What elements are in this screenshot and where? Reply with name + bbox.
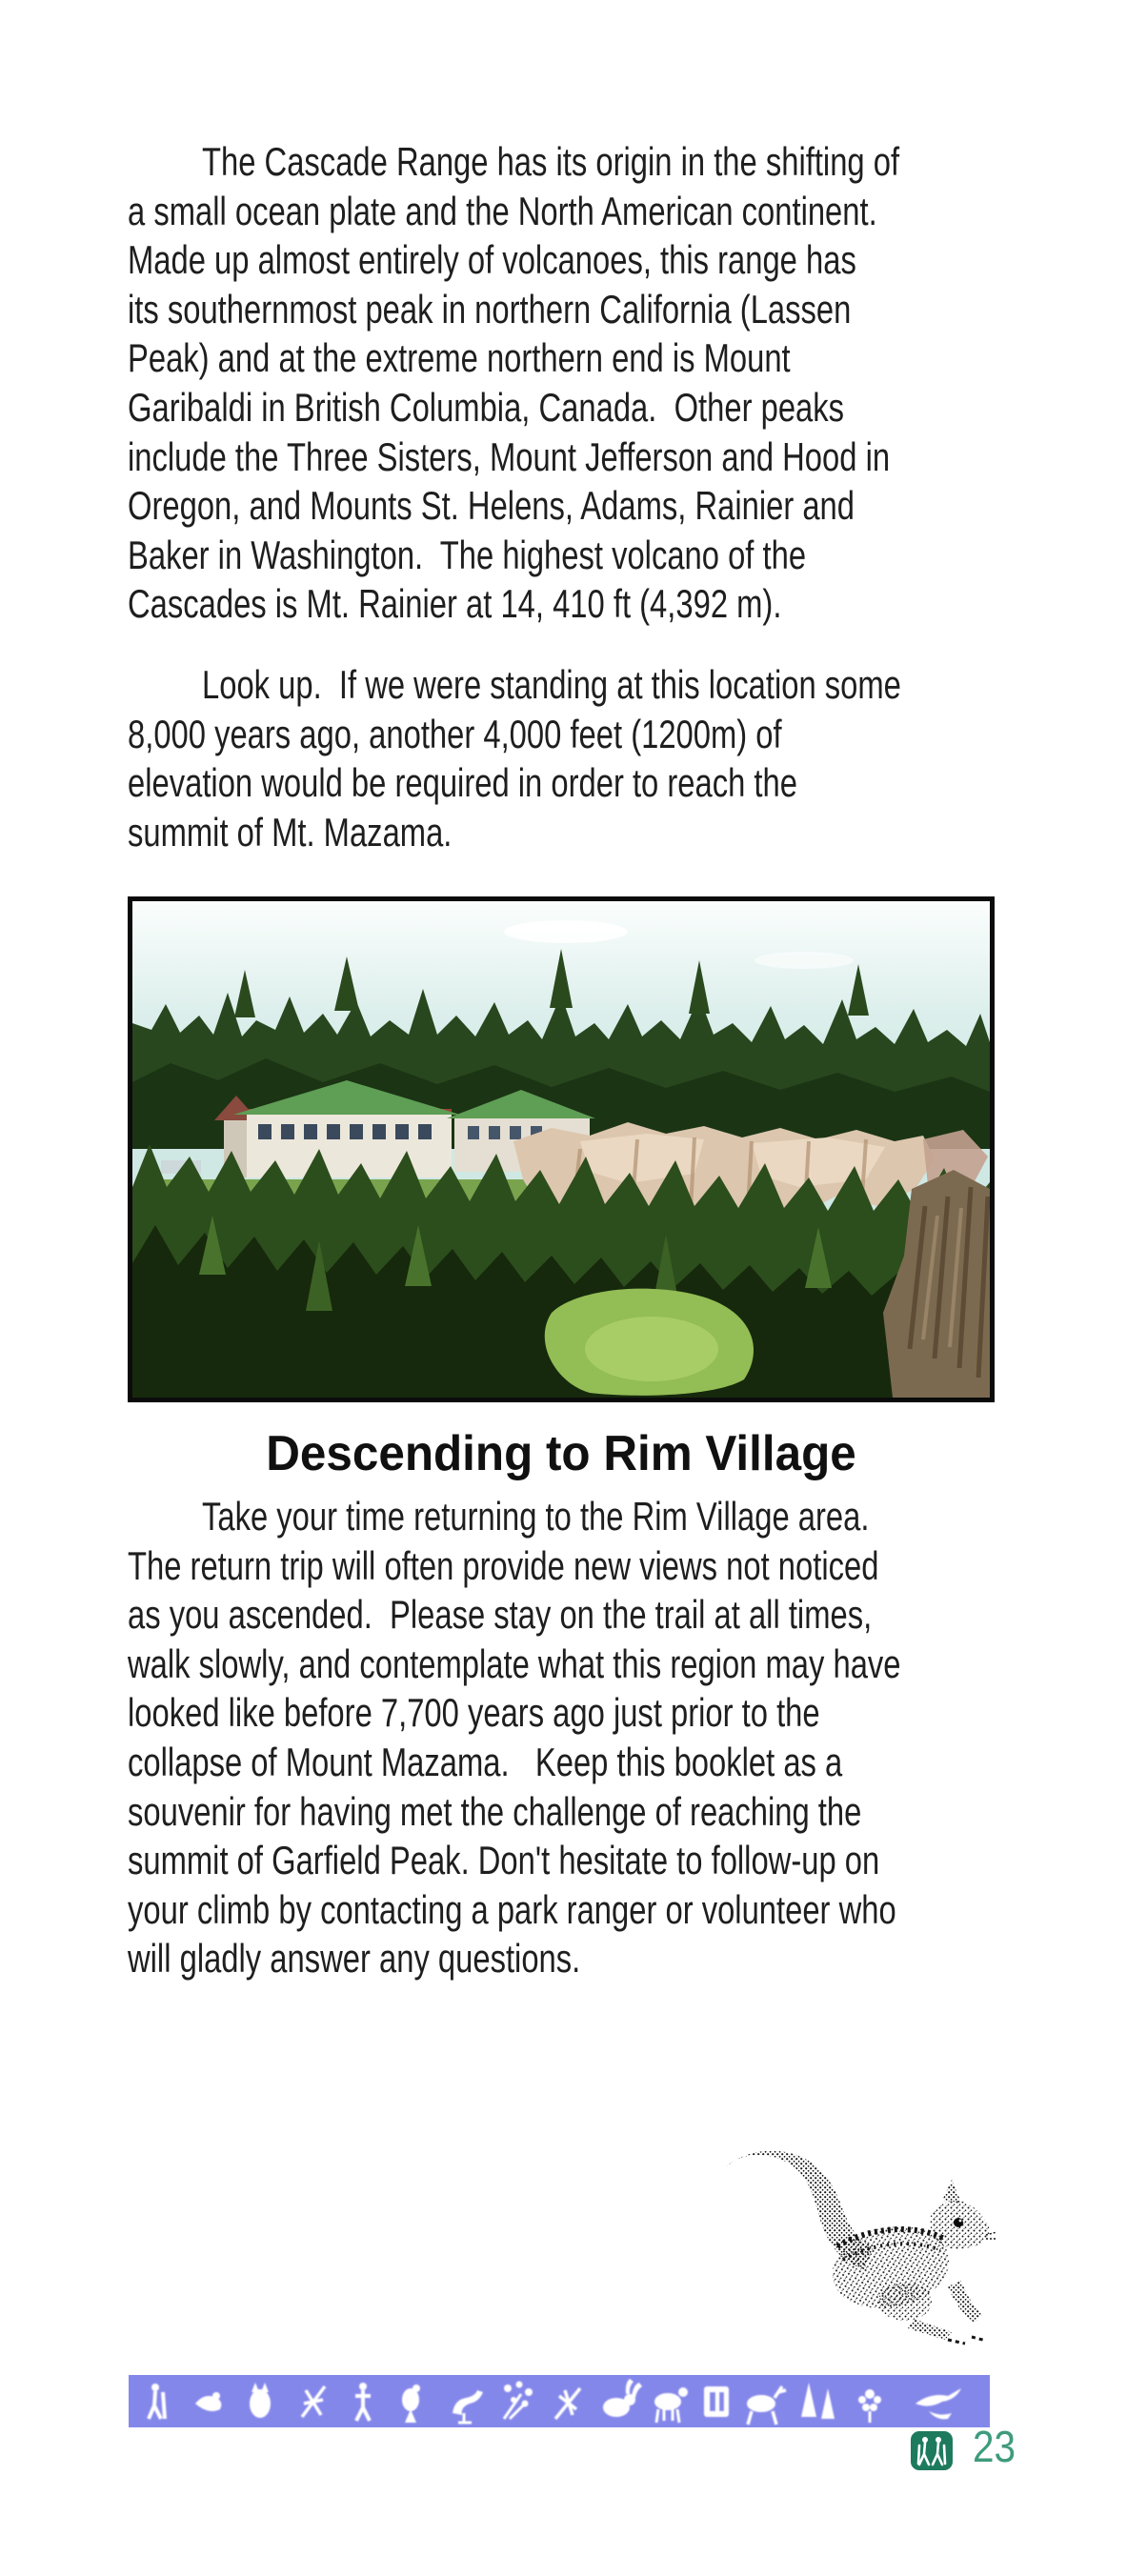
chipmunk-eye [954,2218,963,2227]
chipmunk-hind-leg [878,2283,932,2321]
pictogram-heron [453,2390,483,2423]
chipmunk-illustration [710,2143,996,2348]
text-line: Garibaldi in British Columbia, Canada. Other peaks [128,384,845,430]
hikers-icon [911,2431,953,2470]
pictogram-flower-spray [504,2382,533,2420]
pictogram-elk [747,2386,786,2425]
wildlife-pictogram-banner [129,2375,990,2427]
wildlife-pictograms [129,2375,990,2427]
text-line: Cascades is Mt. Rainier at 14, 410 ft (4,392 m). [128,581,782,627]
text-line: will gladly answer any questions. [128,1936,581,1982]
text-line: The Cascade Range has its origin in the shifting of [202,139,900,184]
pictogram-flower [858,2389,881,2423]
hikers-badge [911,2431,953,2470]
meadow-highlight [585,1317,718,1381]
text-line: collapse of Mount Mazama. Keep this booklet as a [128,1739,843,1784]
text-line: looked like before 7,700 years ago just prior to the [128,1690,820,1736]
section-heading: Descending to Rim Village [266,1426,856,1481]
pictogram-conifers [801,2383,835,2419]
pictogram-dragonfly [555,2388,580,2419]
pictogram-deer-fawn [654,2387,688,2423]
text-line: Made up almost entirely of volcanoes, this range has [128,237,856,283]
chipmunk-ear [942,2180,961,2203]
text-line: Look up. If we were standing at this location some [202,662,901,707]
chipmunk-drawing [710,2143,996,2348]
text-line: Baker in Washington. The highest volcano of the [128,532,807,577]
text-line: summit of Garfield Peak. Don't hesitate to follow-up on [128,1838,880,1883]
eye-glint [959,2220,962,2223]
text-line: elevation would be required in order to reach the [128,760,797,806]
text-line: The return trip will often provide new views not noticed [128,1542,879,1588]
ground-dashes [948,2337,986,2344]
text-line: its southernmost peak in northern California (Lassen [128,286,852,332]
text-line: Take your time returning to the Rim Village area. [202,1494,870,1539]
pictogram-bird [195,2392,221,2411]
text-line: your climb by contacting a park ranger or volunteer who [128,1886,896,1932]
pictogram-flying-goose [916,2388,961,2419]
text-line: Oregon, and Mounts St. Helens, Adams, Rainier and [128,483,855,529]
pictogram-hiker [149,2384,165,2419]
pictogram-branches [302,2386,325,2417]
text-line: include the Three Sisters, Mount Jefferson and Hood in [128,433,891,479]
cloud [504,920,628,943]
rim-village-photo [128,896,995,1402]
pictogram-owl [250,2383,271,2418]
text-line: Peak) and at the extreme northern end is Mount [128,335,791,381]
pictogram-grove [704,2386,729,2417]
chipmunk-front-leg [948,2281,982,2323]
text-line: 8,000 years ago, another 4,000 feet (1200m) of [128,711,782,756]
text-line: as you ascended. Please stay on the trail at all times, [128,1592,873,1638]
paragraph-descending [128,1492,1004,1983]
text-line: summit of Mt. Mazama. [128,809,453,855]
pictogram-perched-bird [402,2385,420,2423]
text-line: souvenir for having met the challenge of reaching the [128,1788,862,1834]
cloud [755,952,854,969]
pictogram-figure [355,2383,371,2421]
rim-village-photo-scene [132,901,990,1398]
pictogram-rabbit [603,2379,642,2417]
chipmunk-foot [908,2319,952,2340]
text-line: walk slowly, and contemplate what this region may have [128,1640,901,1686]
page-number: 23 [973,2422,1016,2471]
text-line: a small ocean plate and the North American continent. [128,188,877,233]
paragraph-look-up [128,660,1004,856]
paragraph-cascade-range [128,137,1004,629]
